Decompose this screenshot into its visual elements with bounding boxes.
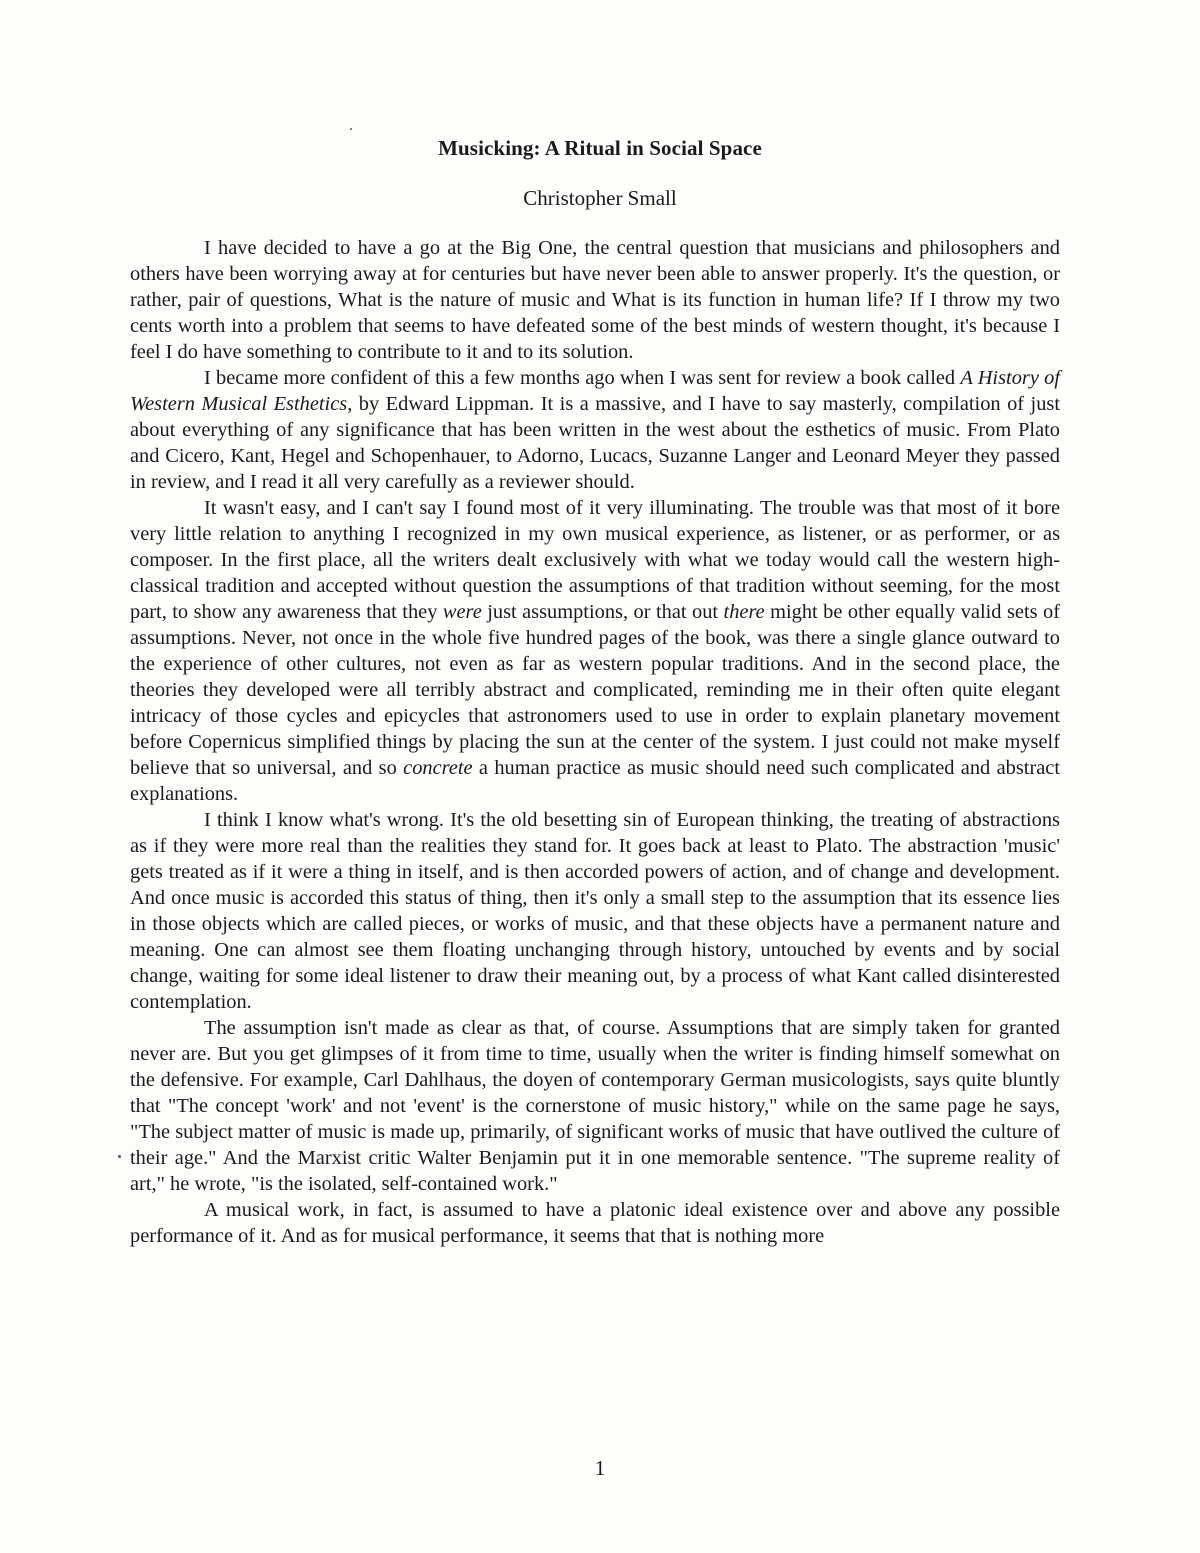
page-number: 1 (594, 1456, 606, 1480)
body-paragraph (130, 235, 1060, 365)
paragraph-text: a human practice as music should need such complicated and abstract explanations. (130, 757, 1060, 805)
paragraph-text: might be other equally valid sets of assumptions. Never, not once in the whole five hundred pages of the book, was there a single glance outward to the experience of other cultures, not even as far as western popular traditions. And in the second place, the theories they developed were all terribly abstract and complicated, reminding me in their often quite elegant intricacy of those cycles and epicycles that astronomers used to use in order to explain planetary movement before Copernicus simplified things by placing the sun at the center of the system. I just could not make myself believe that so universal, and so (130, 601, 1060, 779)
paragraph-text: The assumption isn't made as clear as that, of course. Assumptions that are simply taken for granted never are. But you get glimpses of it from time to time, usually when the writer is finding himself somewhat on the defensive. For example, Carl Dahlhaus, the doyen of contemporary German musicologists, says quite bluntly that "The concept 'work' and not 'event' is the cornerstone of music history," while on the same page he says, "The subject matter of music is made up, primarily, of significant works of music that have outlived the culture of their age." And the Marxist critic Walter Benjamin put it in one memorable sentence. "The supreme reality of art," he wrote, "is the isolated, self-contained work." (130, 1017, 1060, 1195)
body-paragraph (130, 807, 1060, 1015)
body-paragraph (130, 1015, 1060, 1197)
paragraph-text: A musical work, in fact, is assumed to have a platonic ideal existence over and above any possible performance of it. And as for musical performance, it seems that that is nothing more (130, 1199, 1060, 1247)
italic-text: there (723, 601, 765, 623)
body-paragraph (130, 365, 1060, 495)
document-body (130, 235, 1060, 1249)
document-author: Christopher Small (523, 186, 677, 210)
paragraph-text: I became more confident of this a few months ago when I was sent for review a book called (204, 367, 961, 389)
paragraph-text: , by Edward Lippman. It is a massive, and I have to say masterly, compilation of just about everything of any significance that has been written in the west about the esthetics of music. From Plato and Cicero, Kant, Hegel and Schopenhauer, to Adorno, Lucacs, Suzanne Langer and Leonard Meyer they passed in review, and I read it all very carefully as a reviewer should. (130, 393, 1060, 493)
body-paragraph (130, 1197, 1060, 1249)
paragraph-text: I think I know what's wrong. It's the old besetting sin of European thinking, the treating of abstractions as if they were more real than the realities they stand for. It goes back at least to Plato. The abstraction 'music' gets treated as if it were a thing in itself, and is then accorded powers of action, and of change and development. And once music is accorded this status of thing, then it's only a small step to the assumption that its essence lies in those objects which are called pieces, or works of music, and that these objects have a permanent nature and meaning. One can almost see them floating unchanging through history, untouched by events and by social change, waiting for some ideal listener to draw their meaning out, by a process of what Kant called disinterested contemplation. (130, 809, 1060, 1013)
italic-text: were (442, 601, 482, 623)
italic-text: A History of Western Musical Esthetics (130, 367, 1060, 415)
scan-speck (350, 128, 352, 130)
paragraph-text: just assumptions, or that out (481, 601, 724, 623)
scan-speck (118, 1155, 121, 1158)
paragraph-text: I have decided to have a go at the Big One, the central question that musicians and philosophers and others have been worrying away at for centuries but have never been able to answer properly. It's the question, or rather, pair of questions, What is the nature of music and What is its function in human life? If I throw my two cents worth into a problem that seems to have defeated some of the best minds of western thought, it's because I feel I do have something to contribute to it and to its solution. (130, 237, 1060, 363)
italic-text: concrete (403, 757, 473, 779)
paragraph-text: It wasn't easy, and I can't say I found most of it very illuminating. The trouble was that most of it bore very little relation to anything I recognized in my own musical experience, as listener, or as performer, or as composer. In the first place, all the writers dealt exclusively with what we today would call the western high-classical tradition and accepted without question the assumptions of that tradition without seeming, for the most part, to show any awareness that they (130, 497, 1060, 623)
body-paragraph (130, 495, 1060, 807)
document-title: Musicking: A Ritual in Social Space (438, 136, 762, 160)
